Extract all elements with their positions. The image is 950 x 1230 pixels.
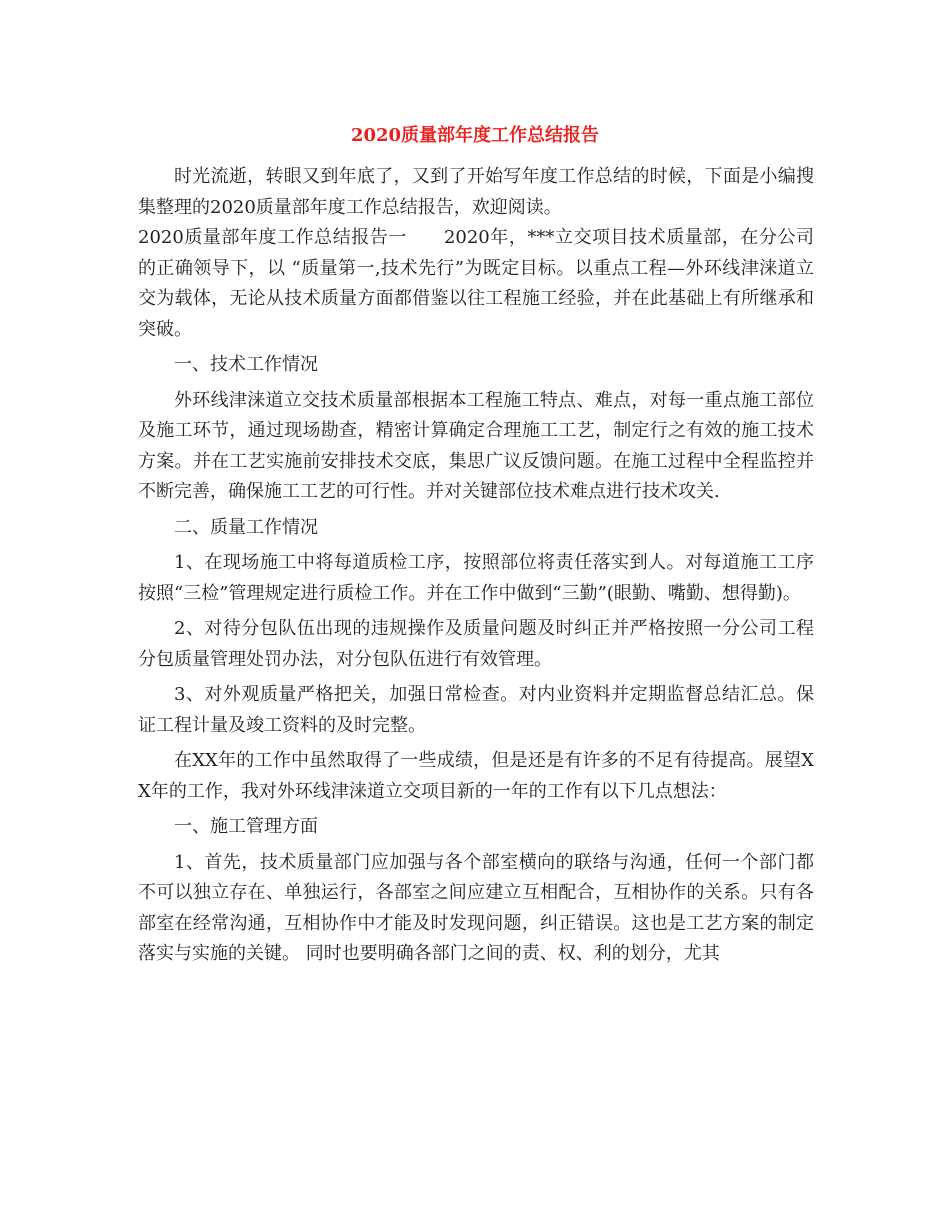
paragraph-management-1: 1、首先，技术质量部门应加强与各个部室横向的联络与沟通，任何一个部门都不可以独立存在、单独运行，各部室之间应建立互相配合，互相协作的关系。只有各部室在经常沟通，互相协作中才能及时发现问题，纠正错误。这也是工艺方案的制定落实与实施的关键。 同时也要明确各部门之间的责、权、利的划分，尤其 [138,851,814,964]
paragraph-quality-1: 1、在现场施工中将每道质检工序，按照部位将责任落实到人。对每道施工工序按照“三检”管理规定进行质检工作。并在工作中做到“三勤”(眼勤、嘴勤、想得勤)。 [138,552,814,604]
document-title: 2020质量部年度工作总结报告 [350,125,600,146]
section-heading-technical: 一、技术工作情况 [174,354,318,375]
paragraph-quality-2: 2、对待分包队伍出现的违规操作及质量问题及时纠正并严格按照一分公司工程分包质量管理处罚办法，对分包队伍进行有效管理。 [138,618,814,670]
document-body [138,158,814,970]
section-heading-management: 一、施工管理方面 [174,816,318,837]
paragraph-technical: 外环线津涞道立交技术质量部根据本工程施工特点、难点，对每一重点施工部位及施工环节，通过现场勘查，精密计算确定合理施工工艺，制定行之有效的施工技术方案。并在工艺实施前安排技术交底，集思广议反馈问题。在施工过程中全程监控并不断完善，确保施工工艺的可行性。并对关键部位技术难点进行技术攻关. [138,389,814,502]
paragraph-intro: 时光流逝，转眼又到年底了，又到了开始写年度工作总结的时候，下面是小编搜集整理的2020质量部年度工作总结报告，欢迎阅读。 [138,166,814,218]
paragraph-report-one: 2020质量部年度工作总结报告一 2020年，***立交项目技术质量部，在分公司的正确领导下，以 “质量第一,技术先行”为既定目标。以重点工程—外环线津涞道立交为载体，无论从技术质量方面都借鉴以往工程施工经验，并在此基础上有所继承和突破。 [138,227,814,340]
paragraph-outlook: 在XX年的工作中虽然取得了一些成绩，但是还是有许多的不足有待提高。展望XX年的工作，我对外环线津涞道立交项目新的一年的工作有以下几点想法： [138,750,814,802]
section-heading-quality: 二、质量工作情况 [174,516,318,538]
paragraph-quality-3: 3、对外观质量严格把关，加强日常检查。对内业资料并定期监督总结汇总。保证工程计量及竣工资料的及时完整。 [138,684,814,736]
